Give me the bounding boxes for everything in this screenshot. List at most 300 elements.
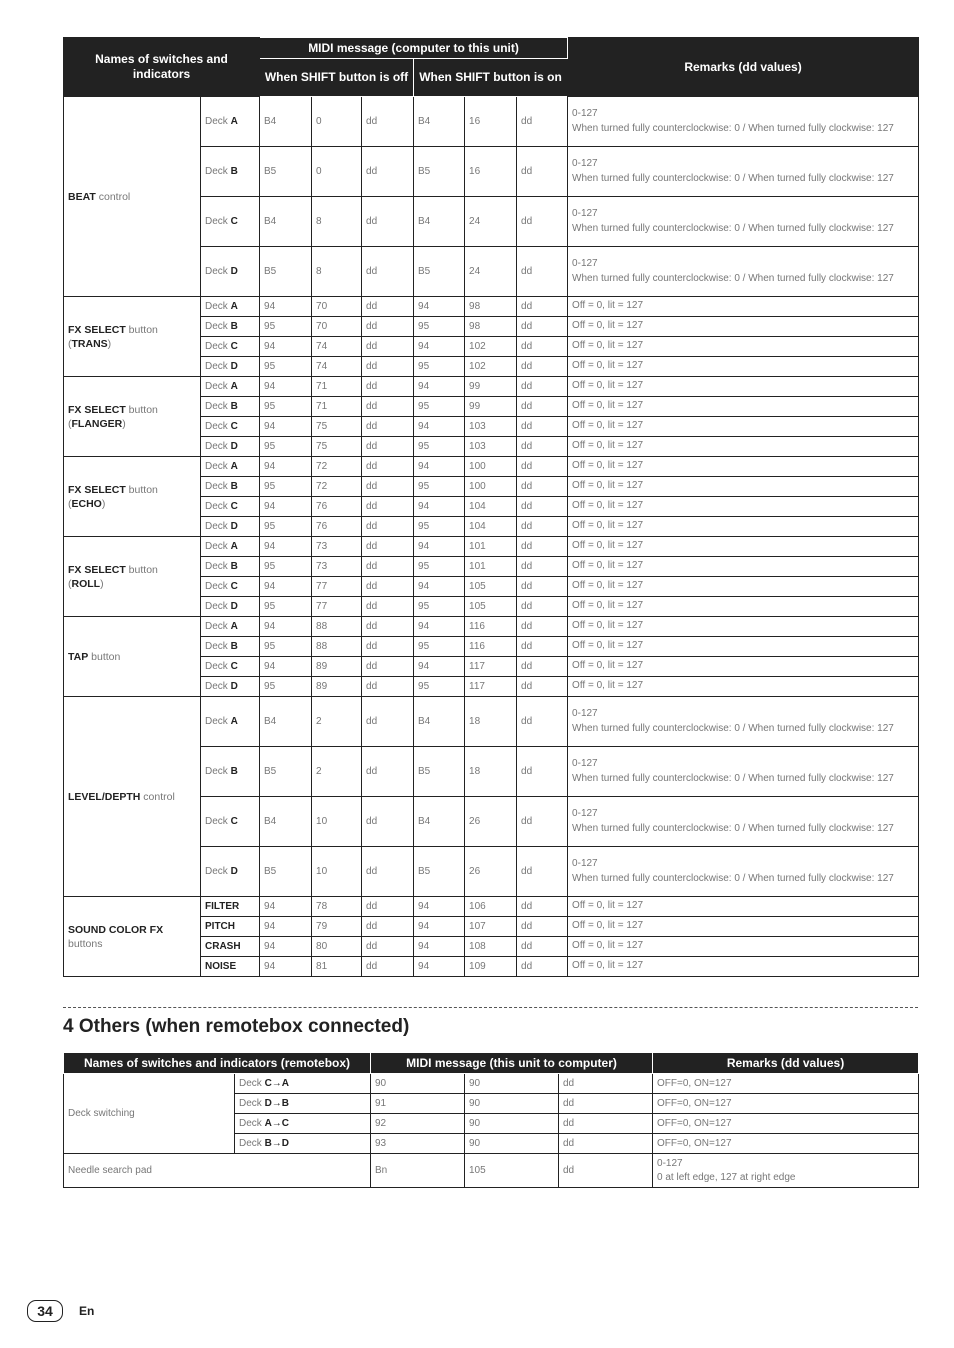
deck-label bbox=[201, 597, 260, 617]
deck-label bbox=[201, 317, 260, 337]
remarks-line: Off = 0, lit = 127 bbox=[572, 380, 644, 392]
remarks-line: Off = 0, lit = 127 bbox=[572, 320, 644, 332]
deck-label-bold: A bbox=[230, 115, 238, 127]
control-name-bold: SOUND COLOR FX bbox=[68, 923, 164, 936]
midi-value: 90 bbox=[465, 1114, 559, 1134]
midi-value: 94 bbox=[260, 537, 312, 557]
remarks-cell bbox=[568, 417, 919, 437]
deck-switch-label bbox=[235, 1074, 371, 1094]
midi-value: 94 bbox=[260, 417, 312, 437]
midi-value: dd bbox=[517, 397, 568, 417]
midi-value: dd bbox=[362, 897, 414, 917]
midi-value: dd bbox=[362, 577, 414, 597]
midi-value: 81 bbox=[312, 957, 362, 977]
remarks-line: Off = 0, lit = 127 bbox=[572, 460, 644, 472]
control-name-l2-bold: TRANS bbox=[71, 337, 108, 350]
midi-value: 95 bbox=[260, 477, 312, 497]
deck-label-bold: D bbox=[230, 520, 238, 532]
remarks-cell bbox=[568, 497, 919, 517]
midi-value: 73 bbox=[312, 557, 362, 577]
midi-value: dd bbox=[362, 297, 414, 317]
midi-value: dd bbox=[517, 357, 568, 377]
midi-value: dd bbox=[362, 617, 414, 637]
deck-label bbox=[201, 637, 260, 657]
midi-value: dd bbox=[362, 637, 414, 657]
midi-value: 95 bbox=[414, 317, 465, 337]
midi-value: 26 bbox=[465, 797, 517, 847]
midi-value: 95 bbox=[414, 637, 465, 657]
arrow-right-icon: → bbox=[271, 1137, 282, 1149]
header-shift-on: When SHIFT button is on bbox=[414, 59, 568, 97]
remarks-cell bbox=[568, 437, 919, 457]
control-name-bold: LEVEL/DEPTH bbox=[68, 790, 141, 803]
control-name bbox=[64, 377, 201, 457]
midi-value: dd bbox=[517, 657, 568, 677]
midi-value: 78 bbox=[312, 897, 362, 917]
deck-label bbox=[201, 697, 260, 747]
midi-value: 16 bbox=[465, 97, 517, 147]
midi-value: dd bbox=[362, 147, 414, 197]
remarks-cell bbox=[568, 557, 919, 577]
midi-value: dd bbox=[362, 437, 414, 457]
midi-value: 94 bbox=[414, 337, 465, 357]
midi-value: 70 bbox=[312, 297, 362, 317]
midi-value: B4 bbox=[260, 697, 312, 747]
remarks-line: 0-127 bbox=[572, 258, 598, 269]
deck-label-text: Deck bbox=[205, 765, 231, 777]
midi-value: dd bbox=[362, 397, 414, 417]
deck-label-text: Deck bbox=[205, 540, 231, 552]
control-name-bold: FX SELECT bbox=[68, 563, 126, 576]
midi-value: dd bbox=[517, 457, 568, 477]
control-name-l2-pre: ( bbox=[68, 337, 72, 350]
midi-value: 2 bbox=[312, 747, 362, 797]
deck-label-bold: B bbox=[230, 765, 238, 777]
midi-value: 117 bbox=[465, 657, 517, 677]
midi-value: dd bbox=[362, 677, 414, 697]
control-name bbox=[64, 617, 201, 697]
remarks-cell bbox=[568, 957, 919, 977]
control-name-rest: control bbox=[140, 790, 175, 803]
midi-value: dd bbox=[517, 697, 568, 747]
midi-value: dd bbox=[362, 957, 414, 977]
remarks-line: 0-127 bbox=[572, 808, 598, 819]
midi-value: 90 bbox=[371, 1074, 465, 1094]
midi-value: 107 bbox=[465, 917, 517, 937]
remarks-line: 0-127 bbox=[572, 108, 598, 119]
remarks-cell bbox=[568, 247, 919, 297]
midi-value: dd bbox=[517, 677, 568, 697]
table2-body bbox=[64, 1074, 919, 1188]
midi-value: 95 bbox=[414, 557, 465, 577]
midi-value: dd bbox=[517, 847, 568, 897]
control-name-rest: button bbox=[88, 650, 121, 663]
deck-label bbox=[201, 377, 260, 397]
table-row bbox=[64, 297, 919, 317]
midi-value: 95 bbox=[260, 357, 312, 377]
midi-value: dd bbox=[559, 1114, 653, 1134]
midi-value: 80 bbox=[312, 937, 362, 957]
midi-value: B4 bbox=[260, 797, 312, 847]
midi-value: B4 bbox=[414, 97, 465, 147]
midi-value: B5 bbox=[414, 847, 465, 897]
remarks-line: Off = 0, lit = 127 bbox=[572, 500, 644, 512]
midi-value: 94 bbox=[414, 617, 465, 637]
control-name bbox=[64, 97, 201, 297]
midi-value: B4 bbox=[414, 197, 465, 247]
table1-body bbox=[64, 97, 919, 977]
remarks-cell bbox=[568, 197, 919, 247]
control-name-l2-bold: FLANGER bbox=[71, 417, 123, 430]
midi-value: dd bbox=[362, 457, 414, 477]
remarks-line: 0-127 bbox=[572, 858, 598, 869]
midi-value: 105 bbox=[465, 1154, 559, 1188]
remarks-line: When turned fully counterclockwise: 0 / When turned fully clockwise: 127 bbox=[572, 872, 894, 884]
midi-value: B5 bbox=[260, 147, 312, 197]
midi-value: dd bbox=[362, 937, 414, 957]
remarks-line: When turned fully counterclockwise: 0 / When turned fully clockwise: 127 bbox=[572, 122, 894, 134]
midi-value: 79 bbox=[312, 917, 362, 937]
midi-value: 18 bbox=[465, 747, 517, 797]
deck-label bbox=[201, 517, 260, 537]
midi-value: 94 bbox=[414, 657, 465, 677]
midi-value: 101 bbox=[465, 537, 517, 557]
midi-value: B4 bbox=[260, 197, 312, 247]
deck-label-text: Deck bbox=[205, 680, 231, 692]
control-name-l2-post: ) bbox=[122, 417, 126, 430]
midi-value: 8 bbox=[312, 247, 362, 297]
deck-label-bold: A bbox=[230, 380, 238, 392]
midi-value: 94 bbox=[260, 577, 312, 597]
remarks-line: Off = 0, lit = 127 bbox=[572, 660, 644, 672]
control-name-l2-pre: ( bbox=[68, 417, 72, 430]
midi-value: 93 bbox=[371, 1134, 465, 1154]
deck-switch-pre: Deck bbox=[239, 1137, 265, 1149]
midi-value: dd bbox=[362, 557, 414, 577]
midi-value: dd bbox=[517, 377, 568, 397]
table-row bbox=[64, 1074, 919, 1094]
deck-label-text: Deck bbox=[205, 115, 231, 127]
remarks-line: Off = 0, lit = 127 bbox=[572, 620, 644, 632]
remarks-cell: OFF=0, ON=127 bbox=[653, 1094, 919, 1114]
remarks-line: Off = 0, lit = 127 bbox=[572, 300, 644, 312]
deck-label-text: Deck bbox=[205, 165, 231, 177]
midi-value: 98 bbox=[465, 317, 517, 337]
needle-search-name: Needle search pad bbox=[64, 1154, 371, 1188]
midi-value: 95 bbox=[414, 517, 465, 537]
control-name bbox=[64, 297, 201, 377]
midi-value: 72 bbox=[312, 477, 362, 497]
midi-value: 94 bbox=[260, 457, 312, 477]
deck-label bbox=[201, 537, 260, 557]
midi-value: 95 bbox=[260, 437, 312, 457]
remarks-cell bbox=[568, 697, 919, 747]
section-title: 4 Others (when remotebox connected) bbox=[63, 1016, 410, 1037]
midi-value: 71 bbox=[312, 397, 362, 417]
midi-value: 8 bbox=[312, 197, 362, 247]
deck-label-bold: B bbox=[230, 165, 238, 177]
midi-value: 94 bbox=[260, 337, 312, 357]
midi-value: dd bbox=[362, 97, 414, 147]
remarks-line: When turned fully counterclockwise: 0 / When turned fully clockwise: 127 bbox=[572, 172, 894, 184]
midi-value: B4 bbox=[260, 97, 312, 147]
deck-label-bold: C bbox=[230, 580, 238, 592]
control-name bbox=[64, 537, 201, 617]
deck-label-bold: B bbox=[230, 320, 238, 332]
remarks-line: Off = 0, lit = 127 bbox=[572, 520, 644, 532]
midi-value: 95 bbox=[414, 477, 465, 497]
midi-value: 94 bbox=[414, 377, 465, 397]
midi-value: dd bbox=[362, 337, 414, 357]
midi-value: 90 bbox=[465, 1134, 559, 1154]
remarks-cell: OFF=0, ON=127 bbox=[653, 1074, 919, 1094]
midi-value: dd bbox=[517, 337, 568, 357]
remarks-cell bbox=[568, 477, 919, 497]
remarks-cell bbox=[568, 457, 919, 477]
midi-value: 105 bbox=[465, 577, 517, 597]
deck-label-text: Deck bbox=[205, 560, 231, 572]
deck-switch-to: A bbox=[281, 1077, 290, 1089]
deck-label-text: Deck bbox=[205, 600, 231, 612]
midi-value: 71 bbox=[312, 377, 362, 397]
remarks-line: 0-127 bbox=[572, 758, 598, 769]
midi-value: 95 bbox=[260, 597, 312, 617]
midi-value: Bn bbox=[371, 1154, 465, 1188]
deck-label-bold: CRASH bbox=[205, 940, 241, 952]
midi-value: dd bbox=[362, 477, 414, 497]
midi-value: 90 bbox=[465, 1074, 559, 1094]
deck-switch-from: A bbox=[264, 1117, 272, 1129]
arrow-right-icon: → bbox=[271, 1117, 282, 1129]
control-name bbox=[64, 897, 201, 977]
midi-value: B5 bbox=[414, 747, 465, 797]
control-name-rest: button bbox=[125, 403, 158, 416]
header-shift-off: When SHIFT button is off bbox=[260, 59, 414, 97]
deck-label bbox=[201, 337, 260, 357]
remarks-line: Off = 0, lit = 127 bbox=[572, 400, 644, 412]
deck-label bbox=[201, 557, 260, 577]
remarks-line: Off = 0, lit = 127 bbox=[572, 580, 644, 592]
table-row bbox=[64, 537, 919, 557]
deck-label-text: Deck bbox=[205, 715, 231, 727]
deck-label-bold: D bbox=[230, 600, 238, 612]
remarks-line: Off = 0, lit = 127 bbox=[572, 420, 644, 432]
deck-label-bold: A bbox=[230, 620, 238, 632]
midi-value: dd bbox=[362, 197, 414, 247]
control-name bbox=[64, 457, 201, 537]
remarks-cell bbox=[568, 677, 919, 697]
midi-value: dd bbox=[362, 657, 414, 677]
midi-value: 10 bbox=[312, 797, 362, 847]
midi-value: 94 bbox=[260, 957, 312, 977]
midi-table-computer-to-unit bbox=[63, 37, 919, 977]
midi-value: 94 bbox=[414, 457, 465, 477]
midi-value: dd bbox=[517, 957, 568, 977]
table-row bbox=[64, 97, 919, 147]
remarks-line: Off = 0, lit = 127 bbox=[572, 360, 644, 372]
deck-label-bold: D bbox=[230, 440, 238, 452]
midi-value: dd bbox=[362, 417, 414, 437]
deck-switch-from: C bbox=[264, 1077, 272, 1089]
deck-label-bold: C bbox=[230, 215, 238, 227]
deck-label-text: Deck bbox=[205, 420, 231, 432]
midi-value: 95 bbox=[260, 317, 312, 337]
midi-value: 92 bbox=[371, 1114, 465, 1134]
midi-value: 102 bbox=[465, 357, 517, 377]
midi-value: 98 bbox=[465, 297, 517, 317]
remarks-line: Off = 0, lit = 127 bbox=[572, 960, 644, 972]
remarks-line: Off = 0, lit = 127 bbox=[572, 900, 644, 912]
remarks-cell bbox=[568, 147, 919, 197]
midi-value: dd bbox=[517, 577, 568, 597]
midi-value: 103 bbox=[465, 437, 517, 457]
deck-label-bold: FILTER bbox=[205, 900, 240, 912]
deck-switch-pre: Deck bbox=[239, 1097, 265, 1109]
midi-value: 90 bbox=[465, 1094, 559, 1114]
midi-value: 94 bbox=[260, 917, 312, 937]
midi-value: 99 bbox=[465, 377, 517, 397]
midi-value: dd bbox=[362, 697, 414, 747]
deck-switch-label bbox=[235, 1134, 371, 1154]
deck-label bbox=[201, 97, 260, 147]
remarks-line: Off = 0, lit = 127 bbox=[572, 680, 644, 692]
header-names: Names of switches and indicators bbox=[64, 38, 260, 97]
midi-value: dd bbox=[517, 917, 568, 937]
remarks-line: Off = 0, lit = 127 bbox=[572, 600, 644, 612]
midi-value: 94 bbox=[414, 537, 465, 557]
deck-label-bold: NOISE bbox=[205, 960, 237, 972]
midi-value: dd bbox=[517, 637, 568, 657]
deck-label-bold: B bbox=[230, 640, 238, 652]
midi-value: 88 bbox=[312, 637, 362, 657]
midi-value: 117 bbox=[465, 677, 517, 697]
midi-value: 2 bbox=[312, 697, 362, 747]
midi-value: dd bbox=[517, 97, 568, 147]
midi-value: 94 bbox=[260, 377, 312, 397]
deck-label bbox=[201, 297, 260, 317]
midi-value: dd bbox=[517, 517, 568, 537]
deck-label-text: Deck bbox=[205, 215, 231, 227]
t2-header-names: Names of switches and indicators (remotebox) bbox=[64, 1053, 371, 1074]
midi-value: 0 bbox=[312, 147, 362, 197]
midi-value: 76 bbox=[312, 497, 362, 517]
midi-value: 94 bbox=[414, 497, 465, 517]
midi-value: 95 bbox=[414, 677, 465, 697]
deck-label-text: Deck bbox=[205, 360, 231, 372]
midi-value: dd bbox=[362, 497, 414, 517]
remarks-line: When turned fully counterclockwise: 0 / When turned fully clockwise: 127 bbox=[572, 272, 894, 284]
remarks-cell bbox=[568, 297, 919, 317]
midi-value: dd bbox=[517, 317, 568, 337]
t2-header-midi: MIDI message (this unit to computer) bbox=[371, 1053, 653, 1074]
midi-value: dd bbox=[517, 557, 568, 577]
midi-value: 74 bbox=[312, 337, 362, 357]
control-name-bold: FX SELECT bbox=[68, 323, 126, 336]
midi-value: 94 bbox=[414, 897, 465, 917]
deck-label-text: Deck bbox=[205, 380, 231, 392]
midi-value: 91 bbox=[371, 1094, 465, 1114]
midi-value: 70 bbox=[312, 317, 362, 337]
midi-value: 94 bbox=[414, 917, 465, 937]
remarks-line: When turned fully counterclockwise: 0 / When turned fully clockwise: 127 bbox=[572, 822, 894, 834]
deck-switch-to: C bbox=[281, 1117, 290, 1129]
midi-value: 94 bbox=[260, 617, 312, 637]
deck-label bbox=[201, 357, 260, 377]
control-name-bold: FX SELECT bbox=[68, 483, 126, 496]
midi-value: 75 bbox=[312, 417, 362, 437]
deck-label bbox=[201, 477, 260, 497]
midi-value: dd bbox=[362, 747, 414, 797]
midi-value: B5 bbox=[414, 147, 465, 197]
midi-value: 95 bbox=[260, 637, 312, 657]
deck-label-bold: A bbox=[230, 460, 238, 472]
midi-value: dd bbox=[517, 297, 568, 317]
deck-label bbox=[201, 577, 260, 597]
control-name-rest: control bbox=[95, 190, 131, 203]
midi-value: 95 bbox=[414, 437, 465, 457]
midi-value: 24 bbox=[465, 197, 517, 247]
midi-value: B5 bbox=[260, 847, 312, 897]
remarks-line: Off = 0, lit = 127 bbox=[572, 440, 644, 452]
midi-value: 116 bbox=[465, 617, 517, 637]
deck-label-text: Deck bbox=[205, 265, 231, 277]
deck-label bbox=[201, 457, 260, 477]
deck-switch-from: D bbox=[264, 1097, 272, 1109]
deck-label-bold: C bbox=[230, 420, 238, 432]
control-name-bold: TAP bbox=[68, 650, 89, 663]
midi-value: 10 bbox=[312, 847, 362, 897]
midi-value: dd bbox=[362, 797, 414, 847]
remarks-cell: OFF=0, ON=127 bbox=[653, 1134, 919, 1154]
midi-value: dd bbox=[517, 797, 568, 847]
remarks-line: Off = 0, lit = 127 bbox=[572, 480, 644, 492]
deck-label bbox=[201, 937, 260, 957]
deck-label-bold: PITCH bbox=[205, 920, 235, 932]
remarks-cell bbox=[568, 637, 919, 657]
midi-value: dd bbox=[517, 747, 568, 797]
midi-value: dd bbox=[362, 377, 414, 397]
control-name-l2-post: ) bbox=[107, 337, 112, 350]
deck-switch-label bbox=[235, 1114, 371, 1134]
midi-value: 94 bbox=[260, 497, 312, 517]
midi-value: 105 bbox=[465, 597, 517, 617]
remarks-line: Off = 0, lit = 127 bbox=[572, 560, 644, 572]
remarks-cell bbox=[568, 797, 919, 847]
deck-label-text: Deck bbox=[205, 815, 231, 827]
deck-label bbox=[201, 247, 260, 297]
deck-label-text: Deck bbox=[205, 440, 231, 452]
control-name-rest: button bbox=[125, 323, 158, 336]
midi-value: 18 bbox=[465, 697, 517, 747]
control-name-l2: buttons bbox=[68, 937, 103, 950]
control-name-bold2: ROLL bbox=[71, 577, 101, 590]
deck-label-bold: D bbox=[230, 360, 238, 372]
remarks-cell bbox=[568, 937, 919, 957]
deck-switch-pre: Deck bbox=[239, 1077, 265, 1089]
midi-value: 95 bbox=[260, 517, 312, 537]
deck-switching-name: Deck switching bbox=[64, 1074, 235, 1154]
remarks-cell bbox=[653, 1154, 919, 1188]
midi-value: 94 bbox=[260, 297, 312, 317]
deck-label-bold: A bbox=[230, 540, 238, 552]
table-row bbox=[64, 617, 919, 637]
midi-value: 104 bbox=[465, 517, 517, 537]
midi-value: 94 bbox=[414, 937, 465, 957]
deck-label bbox=[201, 957, 260, 977]
table-row bbox=[64, 897, 919, 917]
deck-label-text: Deck bbox=[205, 320, 231, 332]
midi-value: 94 bbox=[260, 937, 312, 957]
